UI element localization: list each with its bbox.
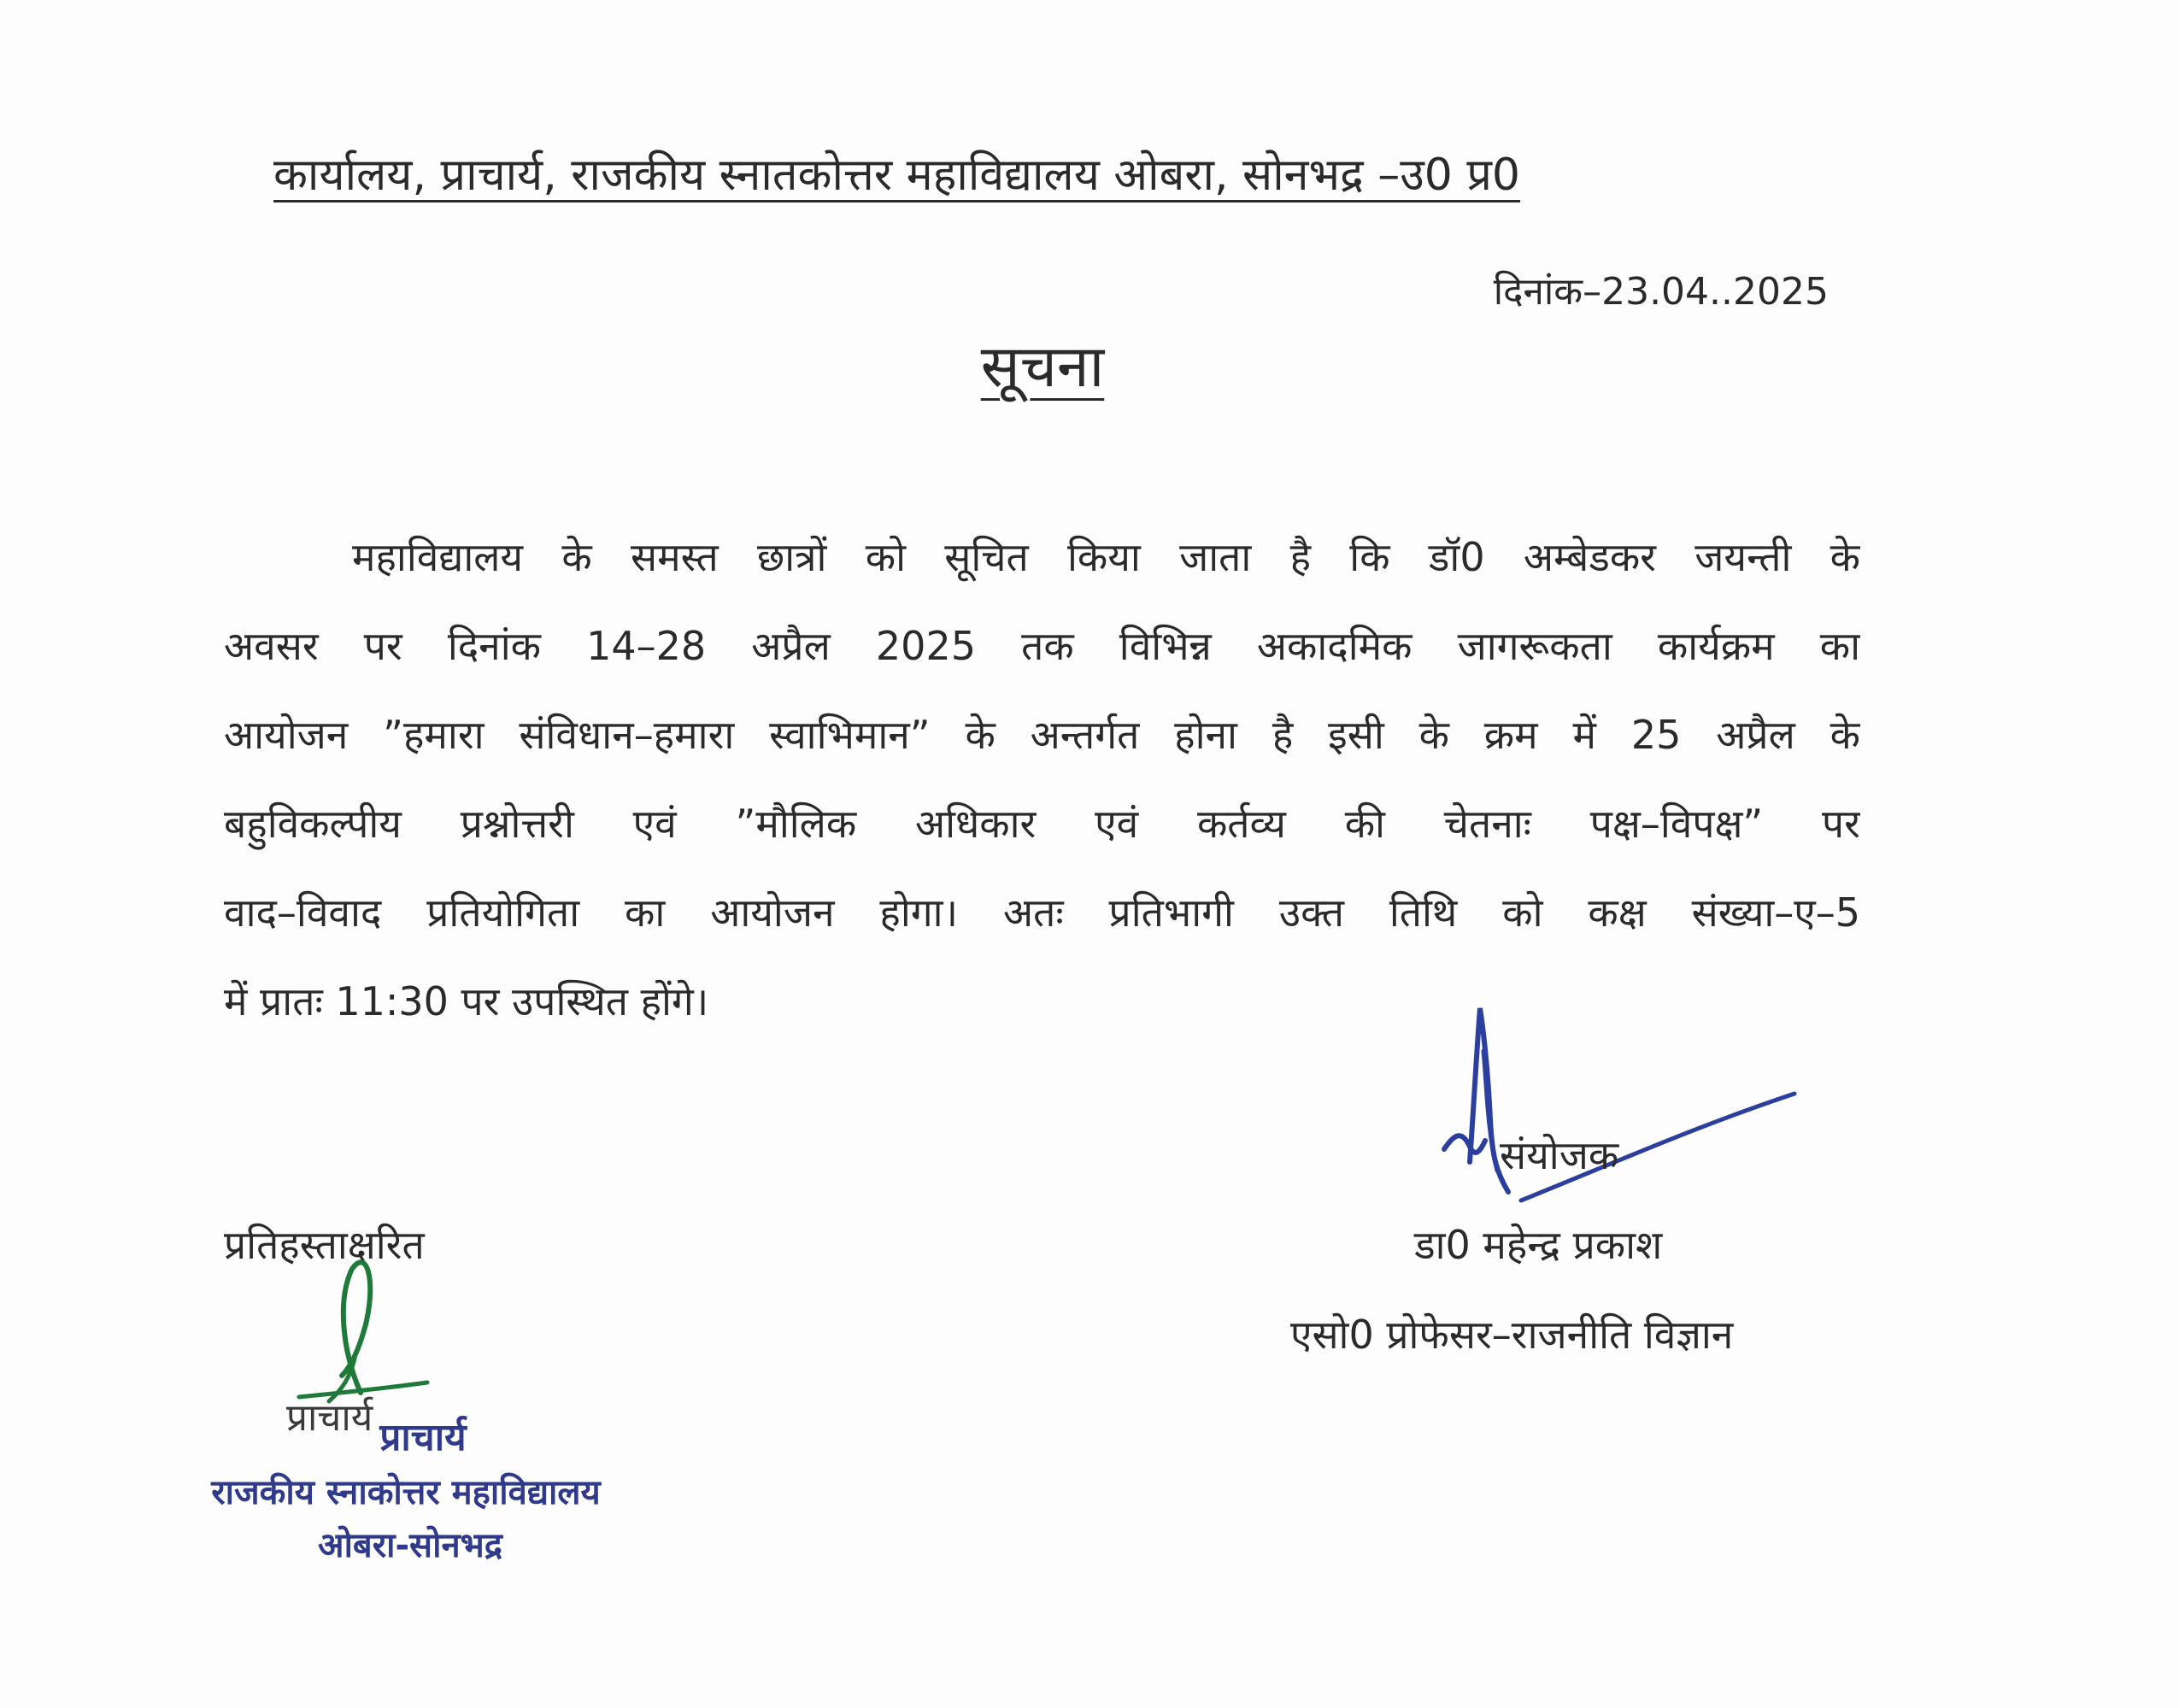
body-line: आयोजन ”हमारा संविधान–हमारा स्वाभिमान” के अन्तर्गत होना है इसी के क्रम में 25 अप्रैल के bbox=[224, 712, 1860, 758]
notice-date: दिनांक–23.04..2025 bbox=[1493, 270, 1829, 314]
signatory-name: डा0 महेन्द्र प्रकाश bbox=[1414, 1222, 1663, 1268]
countersign-label: प्रतिहस्ताक्षरित bbox=[224, 1222, 425, 1268]
notice-body bbox=[224, 513, 1860, 1046]
stamp-line: राजकीय स्नाकोत्तर महाविद्यालय bbox=[211, 1473, 601, 1512]
body-line: अवसर पर दिनांक 14–28 अप्रैल 2025 तक विभिन्न अकादमिक जागरूकता कार्यक्रम का bbox=[224, 623, 1860, 669]
body-line: महाविद्यालय के समस्त छात्रों को सूचित किया जाता है कि डॉ0 अम्बेडकर जयन्ती के bbox=[352, 534, 1860, 580]
body-line: बहुविकल्पीय प्रश्नोत्तरी एवं ”मौलिक अधिकार एवं कर्तव्य की चेतनाः पक्ष–विपक्ष” पर bbox=[224, 801, 1860, 847]
signatory-designation: एसो0 प्रोफेसर–राजनीति विज्ञान bbox=[1290, 1312, 1734, 1358]
body-line: वाद–विवाद प्रतियोगिता का आयोजन होगा। अतः प्रतिभागी उक्त तिथि को कक्ष संख्या–ए–5 bbox=[224, 889, 1860, 936]
office-heading: कार्यालय, प्राचार्य, राजकीय स्नातकोत्तर महाविद्यालय ओबरा, सोनभद्र –उ0 प्र0 bbox=[273, 150, 1521, 201]
signatory-label: संयोजक bbox=[1500, 1132, 1619, 1178]
principal-label: प्राचार्य bbox=[286, 1396, 373, 1440]
body-line: में प्रातः 11:30 पर उपस्थित होंगे। bbox=[224, 978, 709, 1024]
notice-title: सूचना bbox=[980, 333, 1105, 401]
principal-signature bbox=[291, 1247, 444, 1427]
principal-stamp bbox=[184, 1410, 628, 1572]
stamp-line: ओबरा-सोनभद्र bbox=[317, 1526, 503, 1565]
stamp-line: प्राचार्य bbox=[379, 1416, 467, 1459]
coordinator-signature bbox=[1436, 1000, 1812, 1222]
